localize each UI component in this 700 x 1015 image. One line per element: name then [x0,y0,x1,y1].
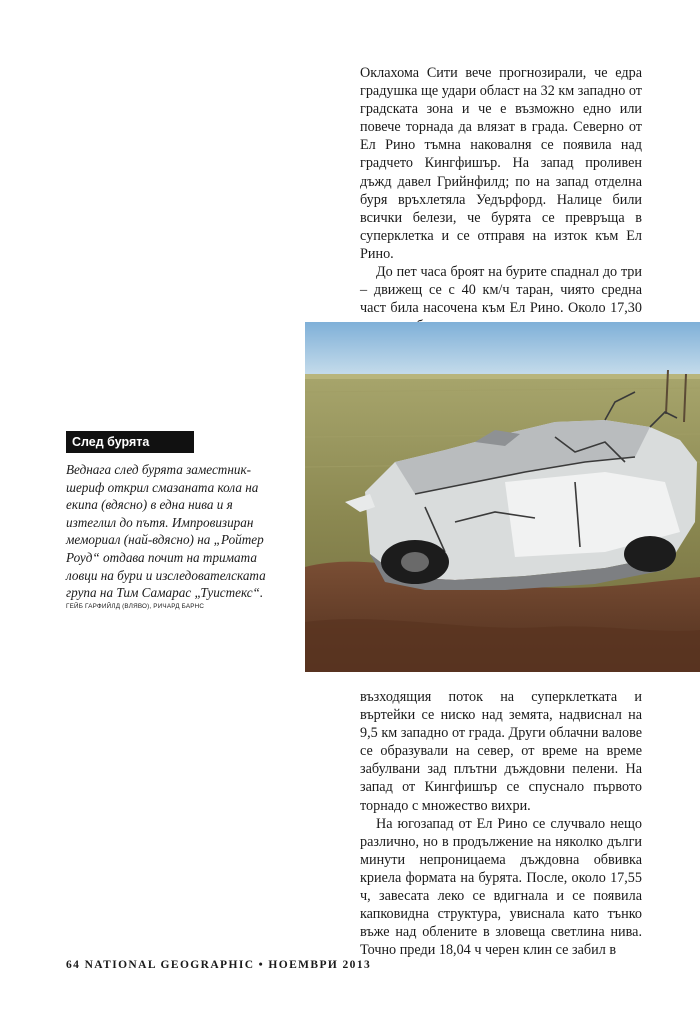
sky [305,322,700,378]
article-column-bottom [360,688,642,959]
photo-caption [66,461,284,602]
sidebar-title: След бурята [66,431,194,453]
article-paragraph: Оклахома Сити вече прогнозирали, че едра градушка ще удари област на 32 км западно от градската зона и че е възможно едно или повече торнада да влязат в града. Северно от Ел Рино тъмна наковалня се появила над градчето Кингфишър. На запад проливен дъжд давел Грийнфилд; по на запад отделна буря връхлетяла Уедърфорд. Налице били всички белези, че бурята се превръща в суперклетка и се отправя на изток към Ел Рино. [360,65,642,262]
article-paragraph: възходящия поток на суперклетката и въртейки се ниско над земята, надвиснал на 9,5 км западно от града. Други облачни валове се образували на север, от време на време забулвани зад плътни дъждовни пелени. На запад от Кингфишър се спуснало първото торнадо с множество вихри. [360,689,642,814]
photo-caption-text: Веднага след бурята заместник-шериф открил смазаната кола на екипа (вдясно) в една нива и я изтеглил до пътя. Импровизиран мемориал (най-вдясно) на „Ройтер Роуд“ отдава почит на тримата ловци на бури и изследователската група на Тим Самарас „Туистекс“. [66,462,266,601]
article-paragraph: До пет часа броят на бурите спаднал до три – движещ се с 40 км/ч таран, чиято средна част била насочена към Ел Рино. Около 17,30 [360,264,642,317]
photo-credit: ГЕЙБ ГАРФИЙЛД (ВЛЯВО), РИЧАРД БАРНС [66,603,205,610]
article-column-top [360,64,642,335]
photo-illustration [305,322,700,672]
wrecked-car-photo [305,322,700,672]
article-paragraph: На югозапад от Ел Рино се случвало нещо различно, но в продължение на няколко дълги минути непроницаема дъждовна обвивка криела формата на бурята. После, около 17,55 ч, завесата леко се вдигнала и се появила капковидна структура, увиснала като тънко въже над облените в зловеща светлина нива. Точно преди 18,04 ч черен клин се забил в [360,815,642,959]
page-footer: 64 NATIONAL GEOGRAPHIC • НОЕМВРИ 2013 [66,959,372,971]
